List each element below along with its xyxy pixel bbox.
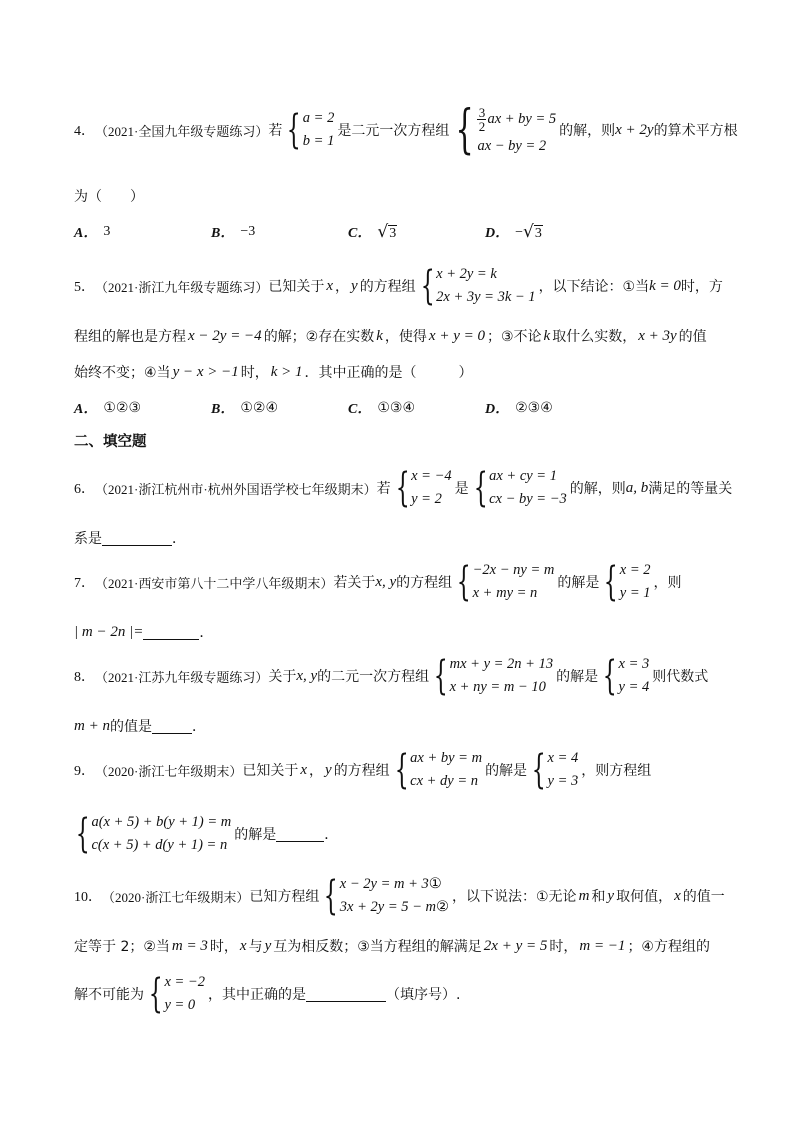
- equation: b = 1: [302, 133, 335, 149]
- brace-icon: {: [75, 811, 90, 857]
- equation-system: [147, 971, 205, 1017]
- question-text: ，其中正确的是: [207, 987, 306, 1003]
- question-number: 8．: [74, 670, 95, 685]
- brace-icon: {: [602, 653, 617, 699]
- question-text: 的解是: [234, 827, 277, 843]
- equation-system: [394, 465, 452, 511]
- question-text: ，以下说法：①无论: [452, 889, 577, 905]
- option-label: C．: [348, 226, 372, 241]
- brace-icon: {: [473, 465, 488, 511]
- q4-line2: [74, 186, 144, 206]
- equation: y = 0: [164, 997, 196, 1013]
- question-text: 的解；②存在实数: [263, 329, 375, 345]
- q6-line2: [74, 528, 186, 548]
- q10-line1: [74, 873, 725, 919]
- option-label: B．: [211, 226, 235, 241]
- equation: 2x + 3y = 3k − 1: [436, 289, 536, 305]
- equation-text: x − 2y = m + 3: [339, 876, 429, 892]
- question-number: 5．: [74, 280, 95, 295]
- numerator: 3: [478, 105, 486, 120]
- option-label: C．: [348, 402, 372, 417]
- math-expression: k > 1: [270, 363, 303, 380]
- question-text: 的解是: [556, 669, 599, 685]
- variable: y: [264, 937, 272, 954]
- question-source: （2021·浙江杭州市·杭州外国语学校七年级期末）: [95, 481, 377, 497]
- equation-system: [472, 465, 567, 511]
- question-source: （2021·浙江九年级专题练习）: [95, 279, 269, 295]
- answer-blank[interactable]: [102, 531, 172, 546]
- question-source: （2020·浙江七年级期末）: [102, 889, 250, 905]
- question-text: 是: [454, 481, 469, 497]
- question-source: （2020·浙江七年级期末）: [95, 763, 243, 779]
- q5-line3: [74, 362, 473, 382]
- question-text: 程组的解也是方程: [74, 329, 186, 345]
- q4-line1: [74, 100, 738, 160]
- q9-line2: [74, 811, 339, 857]
- brace-icon: {: [395, 465, 410, 511]
- option-text: −3: [240, 224, 256, 239]
- equation: [340, 877, 449, 892]
- question-text: ．: [172, 531, 186, 547]
- variables: a, b: [625, 479, 649, 496]
- question-text: 则代数式: [652, 669, 709, 685]
- question-text: 若: [268, 123, 283, 139]
- question-text: 已知方程组: [249, 889, 320, 905]
- question-source: （2021·江苏九年级专题练习）: [95, 669, 269, 685]
- radical-icon: √: [523, 221, 534, 242]
- question-text: 时，方: [680, 279, 723, 295]
- question-text: 的值: [678, 329, 707, 345]
- brace-icon: {: [455, 100, 474, 160]
- equation-text: 3x + 2y = 5 − m: [339, 899, 436, 915]
- equation: cx − by = −3: [489, 491, 567, 507]
- question-source: （2021·西安市第八十二中学八年级期末）: [95, 575, 334, 591]
- question-text: ．: [191, 719, 206, 735]
- question-text: 已知关于: [242, 763, 299, 779]
- equation-system: [285, 107, 335, 153]
- question-text: ，则: [653, 575, 682, 591]
- math-expression: m + n: [74, 717, 110, 734]
- equation: [477, 106, 556, 133]
- question-text: ，使得: [384, 329, 427, 345]
- question-text: ．其中正确的是（ ）: [304, 365, 473, 381]
- question-text: 关于: [268, 669, 297, 685]
- question-text: 的方程组: [359, 279, 416, 295]
- equation-system: [601, 653, 650, 699]
- equation: c(x + 5) + d(y + 1) = n: [91, 837, 228, 853]
- equation: [340, 900, 449, 915]
- option-label: D．: [485, 226, 510, 241]
- radicand: 3: [389, 225, 397, 241]
- answer-blank[interactable]: [276, 827, 324, 842]
- question-text: 为（ ）: [74, 189, 144, 205]
- equation: y = 4: [618, 679, 650, 695]
- question-text: （填序号）.: [385, 987, 461, 1003]
- question-text: 的解是: [485, 763, 528, 779]
- question-text: ，则方程组: [581, 763, 652, 779]
- question-text: 的解是: [557, 575, 600, 591]
- radical-icon: √: [377, 221, 389, 242]
- answer-blank[interactable]: [152, 719, 192, 734]
- math-expression: x + y = 0: [428, 327, 485, 344]
- option-text: ①③④: [377, 400, 415, 416]
- variable: x: [326, 277, 334, 294]
- q4-options: [74, 222, 543, 242]
- separator: ，: [335, 279, 350, 295]
- option-text: 3: [103, 224, 111, 239]
- question-text: 的解，则: [569, 481, 626, 497]
- equation-rest: ax + by = 5: [487, 110, 557, 127]
- question-number: 6．: [74, 482, 95, 497]
- variable: k: [543, 327, 551, 344]
- equation-system: [432, 653, 554, 699]
- brace-icon: {: [420, 263, 435, 309]
- question-text: 取何值，: [616, 889, 673, 905]
- brace-icon: {: [394, 747, 409, 793]
- equation-system: [393, 747, 483, 793]
- question-text: 的方程组: [396, 575, 453, 591]
- q5-options: [74, 398, 553, 418]
- equation: x = 4: [547, 750, 579, 766]
- variable: y: [325, 761, 332, 778]
- option-text: ①②③: [103, 400, 141, 416]
- brace-icon: {: [148, 971, 163, 1017]
- answer-blank[interactable]: [143, 625, 199, 640]
- option-label: A．: [74, 226, 98, 241]
- equation: x = 2: [619, 562, 651, 578]
- question-text: 满足的等量关: [648, 481, 733, 497]
- question-source: （2021·全国九年级专题练习）: [95, 123, 269, 139]
- question-text: 解不可能为: [74, 987, 144, 1003]
- fraction: [477, 106, 486, 133]
- question-text: 若关于: [333, 575, 376, 591]
- equation: cx + dy = n: [410, 773, 479, 789]
- equation: ax + cy = 1: [489, 468, 557, 484]
- radicand: 3: [534, 225, 542, 241]
- sqrt-expression: [377, 221, 397, 242]
- option-text: ①②④: [240, 400, 278, 416]
- question-text: 时，: [209, 939, 238, 955]
- sqrt-expression: [515, 221, 543, 242]
- q9-line1: [74, 747, 652, 793]
- q10-line2: [74, 936, 710, 956]
- math-expression: y − x > −1: [172, 363, 239, 380]
- equation-system: [530, 747, 579, 793]
- equation: x + 2y = k: [436, 266, 497, 282]
- question-text: ；④方程组的: [627, 939, 710, 955]
- math-expression: m = −1: [579, 937, 626, 954]
- question-text: 时，: [549, 939, 578, 955]
- equation: x = −4: [411, 468, 452, 484]
- variable: x: [674, 887, 681, 904]
- answer-blank[interactable]: [306, 987, 386, 1002]
- equation: a = 2: [302, 110, 335, 126]
- equation: ax + by = m: [410, 750, 483, 766]
- equation: x = 3: [618, 656, 650, 672]
- math-expression: m = 3: [171, 937, 208, 954]
- equation: −2x − ny = m: [472, 562, 555, 578]
- q7-line1: [74, 559, 682, 605]
- variable: x: [300, 761, 308, 778]
- option-d[interactable]: [485, 222, 543, 242]
- variable: x: [239, 937, 247, 954]
- option-c[interactable]: [348, 398, 485, 418]
- equation: mx + y = 2n + 13: [449, 656, 554, 672]
- equation: y = 3: [547, 773, 579, 789]
- brace-icon: {: [456, 559, 471, 605]
- brace-icon: {: [433, 653, 448, 699]
- equation-system: [452, 100, 557, 160]
- question-text: 时，: [240, 365, 269, 381]
- q7-line2: [74, 622, 213, 642]
- question-text: 的解，则: [559, 123, 616, 139]
- equation: x + my = n: [472, 585, 538, 601]
- math-expression: | m − 2n |=: [74, 623, 144, 640]
- brace-icon: {: [531, 747, 546, 793]
- math-expression: k = 0: [649, 277, 681, 294]
- math-expression: 2x + y = 5: [483, 937, 548, 954]
- brace-icon: {: [604, 559, 619, 605]
- option-c[interactable]: [348, 222, 485, 242]
- question-text: ．: [199, 625, 214, 641]
- option-b[interactable]: [211, 222, 348, 242]
- equation-mark: ①: [428, 876, 442, 892]
- option-label: B．: [211, 402, 235, 417]
- question-text: 的算术平方根: [653, 123, 738, 139]
- variable: y: [351, 277, 358, 294]
- denominator: 2: [478, 119, 486, 134]
- question-number: 9．: [74, 764, 95, 779]
- question-text: 的值是: [109, 719, 152, 735]
- q5-line1: [74, 263, 723, 309]
- math-expression: x − 2y = −4: [188, 327, 262, 344]
- question-number: 7．: [74, 576, 95, 591]
- q8-line1: [74, 653, 709, 699]
- question-text: 定等于 2；②当: [74, 939, 170, 955]
- variable: m: [578, 887, 590, 904]
- option-a[interactable]: [74, 398, 211, 418]
- math-expression: x + 3y: [638, 327, 677, 344]
- question-text: 系是: [74, 531, 102, 547]
- q10-line3: [74, 971, 461, 1017]
- question-text: 是二元一次方程组: [337, 123, 450, 139]
- option-d[interactable]: [485, 398, 553, 418]
- option-label: A．: [74, 402, 98, 417]
- question-text: 若: [376, 481, 391, 497]
- question-text: 的值一: [682, 889, 725, 905]
- variable: k: [376, 327, 383, 344]
- q8-line2: [74, 716, 206, 736]
- question-text: 的二元一次方程组: [317, 669, 430, 685]
- q5-line2: [74, 326, 707, 346]
- variables: x, y: [296, 667, 318, 684]
- brace-icon: {: [324, 873, 339, 919]
- sign: −: [515, 224, 524, 240]
- equation-system: [322, 873, 449, 919]
- equation-system: [74, 811, 232, 857]
- equation: ax − by = 2: [477, 138, 547, 154]
- equation: y = 1: [619, 585, 651, 601]
- question-text: 互为相反数；③当方程组的解满足: [273, 939, 482, 955]
- brace-icon: {: [287, 107, 302, 153]
- question-text: 的方程组: [333, 763, 390, 779]
- option-b[interactable]: [211, 398, 348, 418]
- question-text: ．: [324, 827, 339, 843]
- question-text: ；③不论: [486, 329, 542, 345]
- separator: ，: [309, 763, 324, 779]
- question-text: 已知关于: [268, 279, 325, 295]
- equation-mark: ②: [436, 899, 449, 915]
- option-a[interactable]: [74, 222, 211, 242]
- variable: y: [607, 887, 615, 904]
- equation: x = −2: [164, 974, 205, 990]
- question-number: 4．: [74, 124, 95, 139]
- question-text: 取什么实数，: [552, 329, 637, 345]
- equation-system: [602, 559, 651, 605]
- equation-system: [455, 559, 555, 605]
- equation: x + ny = m − 10: [449, 679, 546, 695]
- math-expression: x + 2y: [615, 121, 654, 138]
- question-number: 10．: [74, 890, 102, 905]
- equation: a(x + 5) + b(y + 1) = m: [91, 814, 232, 830]
- question-text: ，以下结论：①当: [538, 279, 650, 295]
- question-text: 始终不变；④当: [74, 365, 171, 381]
- section-heading: 二、填空题: [74, 434, 147, 450]
- option-text: ②③④: [515, 400, 553, 416]
- q6-line1: [74, 465, 733, 511]
- option-label: D．: [485, 402, 510, 417]
- question-text: 与: [248, 939, 263, 955]
- equation-system: [419, 263, 536, 309]
- variables: x, y: [375, 573, 397, 590]
- equation: y = 2: [411, 491, 442, 507]
- question-text: 和: [591, 889, 606, 905]
